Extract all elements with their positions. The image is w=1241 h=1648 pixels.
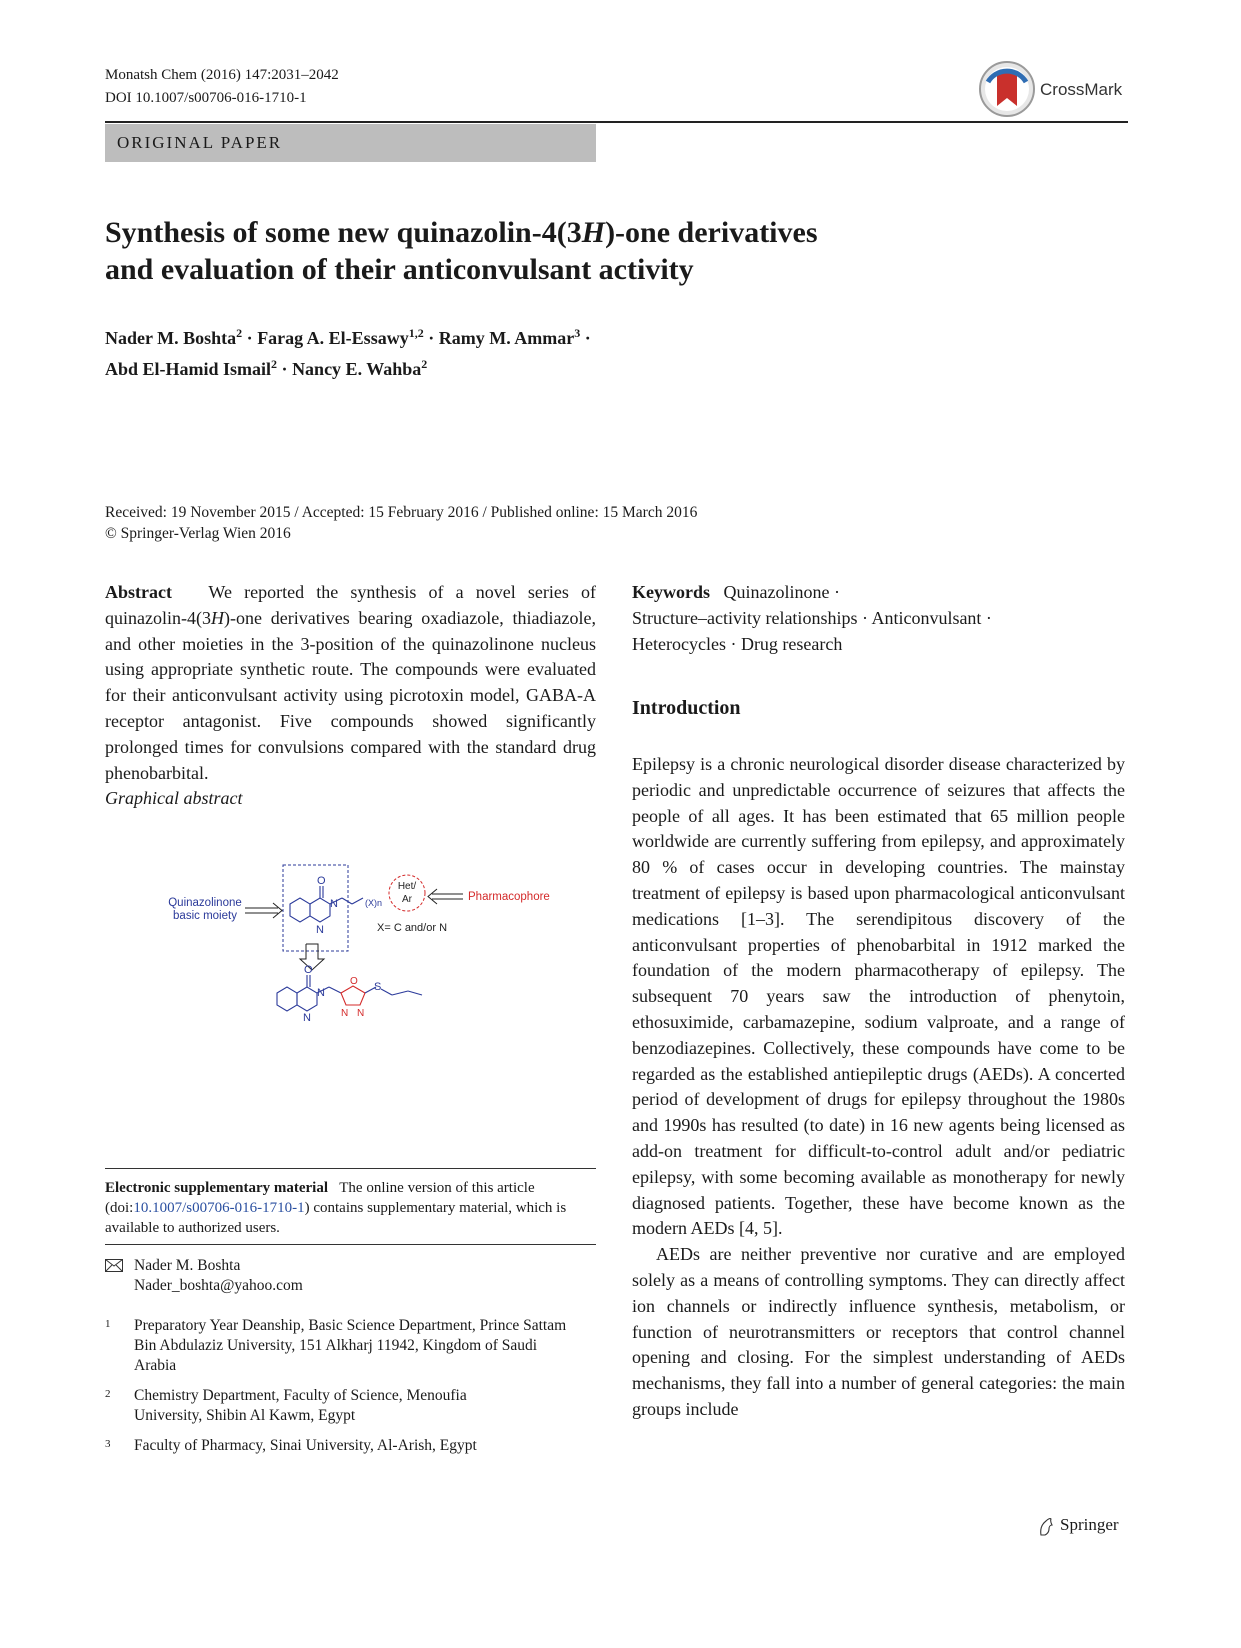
author-name[interactable]: Farag A. El-Essawy — [257, 328, 409, 348]
supplementary-note — [105, 1178, 596, 1238]
atom-o: O — [350, 976, 358, 987]
header-rule — [105, 121, 1128, 123]
crossmark-icon — [978, 60, 1036, 118]
affiliation — [105, 1316, 596, 1376]
atom-n: N — [317, 987, 325, 999]
x-definition: X= C and/or N — [377, 922, 448, 934]
introduction-body — [632, 752, 1125, 1423]
article-title — [105, 214, 1005, 288]
keywords-line3: Heterocycles · Drug research — [632, 633, 843, 654]
keywords-line1: Quinazolinone · — [723, 582, 840, 602]
pharmacophore-label: Pharmacophore — [468, 891, 550, 903]
abstract-text-italic: H — [210, 607, 224, 628]
abstract-label: Abstract — [105, 582, 172, 602]
keywords — [632, 580, 1125, 657]
atom-n: N — [330, 898, 338, 910]
basic-moiety-label-1: Quinazolinone — [168, 897, 242, 909]
introduction-paragraph: Epilepsy is a chronic neurological disorder disease characterized by periodic and unpredictable occurrence of seizures that affects the people of all ages. It has been estimated that 65 million people worldwide are currently suffering from epilepsy, and approximately 80 % of cases occur in developing countries. The mainstay treatment of epilepsy is based upon pharmacological anticonvulsant medications [1–3]. The serendipitous discovery of the anticonvulsant properties of phenobarbital in 1912 marked the foundation of the modern pharmacotherapy of epilepsy. The subsequent 70 years saw the introduction of phenytoin, ethosuximide, carbamazepine, sodium valproate, and a range of benzodiazepines. Collectively, these compounds have come to be regarded as the established antiepileptic drugs (AEDs). A concerted period of development of drugs for epilepsy throughout the 1980s and 1990s has resulted (to date) in 16 new agents being licensed as add-on treatment for difficult-to-control adult and/or pediatric epilepsy, with some becoming available as monotherapy for newly diagnosed patients. Together, these have become known as the modern AEDs [4, 5]. — [632, 754, 1125, 1239]
copyright: © Springer-Verlag Wien 2016 — [105, 525, 291, 542]
author-affil: 2 — [236, 326, 243, 340]
basic-moiety-label-2: basic moiety — [173, 910, 237, 922]
correspondence-name: Nader M. Boshta — [134, 1257, 241, 1274]
abstract-text-b: )-one derivatives bearing oxadiazole, thiadiazole, and other moieties in the 3-position of the quinazolinone nucleus using appropriate synthetic route. The compounds were evaluated for their anticonvulsant activity using picrotoxin model, GABA-A receptor antagonist. Five compounds showed significantly prolonged times for convulsions compared with the standard drug phenobarbital. — [105, 607, 596, 783]
supplementary-text-a: The online version of this article (doi: — [105, 1180, 535, 1216]
arrow-right-icon — [245, 903, 282, 918]
atom-n: N — [357, 1008, 365, 1019]
quinazolinone-dashed-box — [283, 865, 348, 951]
correspondence-email[interactable]: Nader_boshta@yahoo.com — [134, 1277, 303, 1294]
atom-n: N — [316, 924, 324, 936]
affiliation — [105, 1386, 596, 1426]
publisher-name: Springer — [1060, 1515, 1119, 1534]
article-type-banner: ORIGINAL PAPER — [105, 124, 596, 162]
atom-n: N — [341, 1008, 349, 1019]
author-affil: 1,2 — [408, 326, 424, 340]
affiliation-text: Faculty of Pharmacy, Sinai University, Al-Arish, Egypt — [134, 1437, 477, 1454]
title-line1-a: Synthesis of some new quinazolin-4(3 — [105, 216, 582, 249]
atom-s: S — [374, 981, 382, 993]
arrow-left-icon — [428, 889, 463, 904]
author-name[interactable]: Abd El-Hamid Ismail — [105, 359, 272, 379]
author-affil: 3 — [574, 326, 581, 340]
affiliation-text: Preparatory Year Deanship, Basic Science Department, Prince Sattam Bin Abdulaziz University, 151 Alkharj 11942, Kingdom of Saudi Arabia — [134, 1317, 567, 1374]
ar-label: Ar — [402, 894, 412, 905]
supplementary-text-b: ) contains supplementary material, which is available to authorized users. — [105, 1200, 567, 1236]
footnote-rule — [105, 1244, 596, 1245]
affiliation-number: 1 — [105, 1318, 111, 1330]
introduction-heading: Introduction — [632, 697, 741, 719]
springer-horse-icon — [1038, 1517, 1054, 1537]
abstract-text-a: We reported the synthesis of a novel series of quinazolin-4(3 — [105, 582, 597, 628]
article-dates — [105, 502, 955, 544]
correspondence — [105, 1256, 596, 1300]
author-affil: 2 — [271, 357, 278, 371]
crossmark-badge[interactable] — [978, 60, 1128, 120]
affiliation — [105, 1436, 596, 1456]
crossmark-label: CrossMark — [1040, 80, 1123, 99]
affiliation-number: 2 — [105, 1388, 111, 1400]
title-line1-italic: H — [581, 216, 606, 249]
author-affil: 2 — [421, 357, 428, 371]
graphical-abstract-figure — [160, 858, 560, 1040]
quinazolinone-structure — [290, 886, 363, 922]
author-name[interactable]: Nader M. Boshta — [105, 328, 237, 348]
journal-citation: Monatsh Chem (2016) 147:2031–2042 — [105, 67, 339, 83]
envelope-icon — [105, 1259, 123, 1272]
introduction-paragraph: AEDs are neither preventive nor curative and are employed solely as a means of controlling symptoms. They can directly affect ion channels or indirectly influence synthesis, metabolism, or function of neurotransmitters or receptors that control channel opening and closing. For the simplest understanding of AEDs mechanisms, they fall into a number of general categories: the main groups include — [632, 1244, 1125, 1419]
publisher-footer — [1038, 1515, 1128, 1539]
supplementary-doi-link[interactable]: 10.1007/s00706-016-1710-1 — [133, 1200, 305, 1216]
affiliation-number: 3 — [105, 1438, 111, 1450]
date-history: Received: 19 November 2015 / Accepted: 15 February 2016 / Published online: 15 March 2016 — [105, 504, 698, 521]
graphical-abstract-label: Graphical abstract — [105, 788, 243, 809]
keywords-label: Keywords — [632, 582, 710, 602]
author-name[interactable]: Nancy E. Wahba — [292, 359, 422, 379]
author-name[interactable]: Ramy M. Ammar — [438, 328, 575, 348]
title-line2: and evaluation of their anticonvulsant activity — [105, 253, 694, 286]
abstract — [105, 580, 596, 812]
supplementary-label: Electronic supplementary material — [105, 1180, 329, 1196]
het-label: Het/ — [397, 881, 417, 892]
linker-label: (X)n — [365, 898, 383, 908]
atom-o: O — [317, 875, 326, 887]
atom-o: O — [304, 964, 313, 976]
affiliation-text: Chemistry Department, Faculty of Science, Menoufia University, Shibin Al Kawm, Egypt — [134, 1387, 467, 1424]
doi-line: DOI 10.1007/s00706-016-1710-1 — [105, 90, 307, 106]
title-line1-b: )-one derivatives — [605, 216, 818, 249]
footnote-rule — [105, 1168, 596, 1169]
atom-n: N — [303, 1012, 311, 1024]
author-list: Nader M. Boshta$^2$ · Farag A. El-Essawy$^{1,2}$ · Ramy M. Ammar$^3$ · Abd El-Hamid Ismail$^2$ · Nancy E. Wahba$^2$ — [105, 326, 591, 379]
keywords-line2: Structure–activity relationships · Anticonvulsant · — [632, 607, 992, 628]
